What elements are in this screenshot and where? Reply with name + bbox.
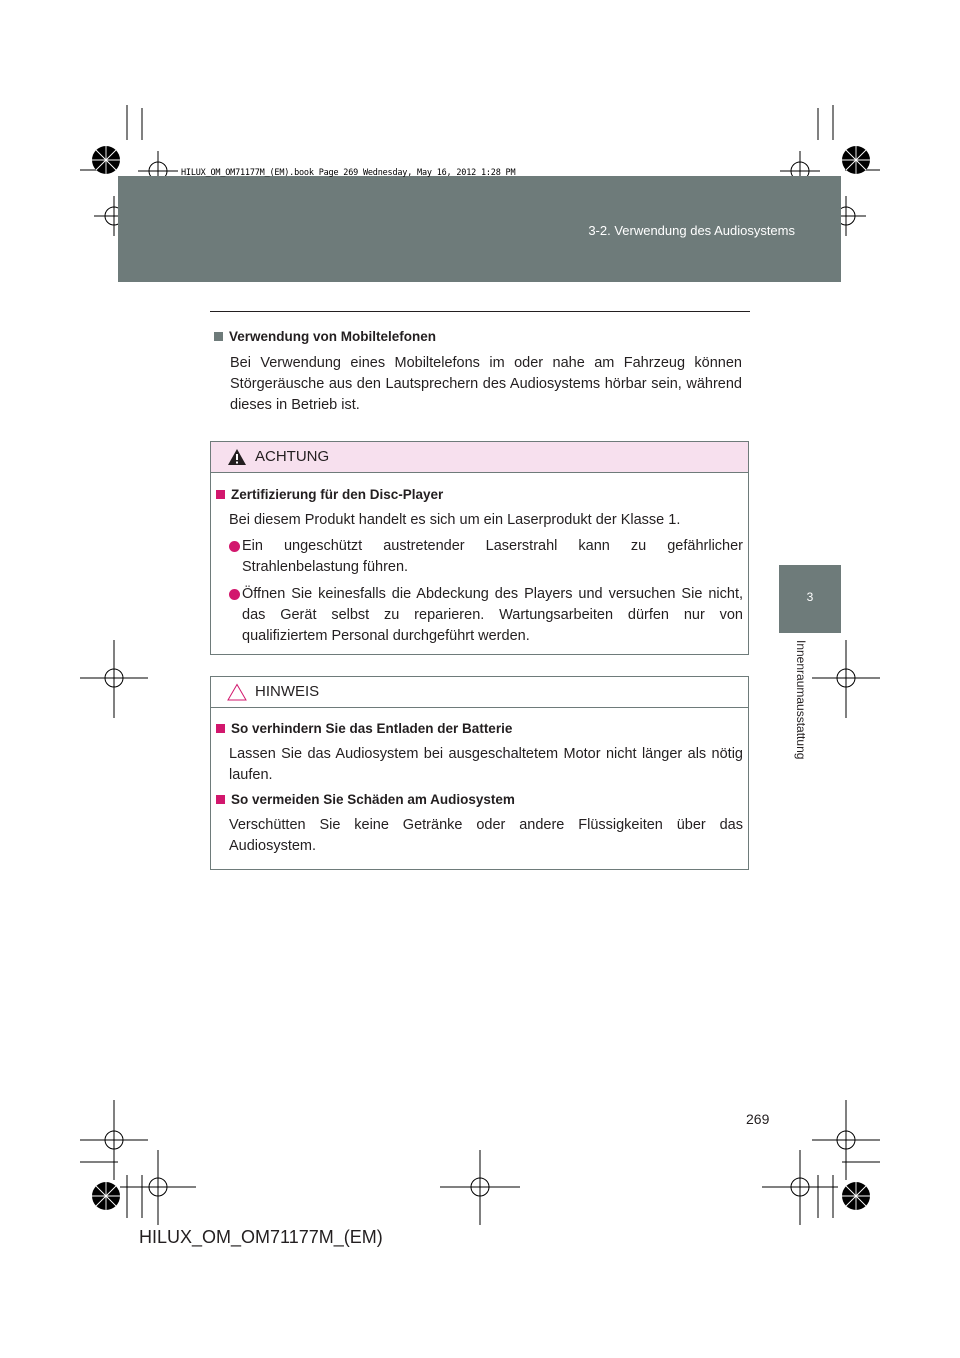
chapter-number: 3 bbox=[806, 590, 814, 604]
warning-triangle-icon bbox=[227, 448, 247, 466]
notice-heading bbox=[216, 721, 512, 736]
book-info-line: HILUX_OM_OM71177M_(EM).book Page 269 Wednesday, May 16, 2012 1:28 PM bbox=[181, 168, 516, 178]
intro-heading-text: Verwendung von Mobiltelefonen bbox=[229, 329, 437, 344]
notice-text: Lassen Sie das Audiosystem bei ausgeschaltetem Motor nicht länger als nötig laufen. bbox=[229, 746, 743, 783]
chapter-tab bbox=[779, 565, 841, 633]
notice-text: Verschütten Sie keine Getränke oder andere Flüssigkeiten über das Audiosystem. bbox=[229, 817, 743, 854]
circle-bullet-icon bbox=[229, 589, 240, 600]
warning-heading bbox=[216, 487, 443, 502]
square-bullet-icon bbox=[216, 490, 225, 499]
warning-header bbox=[211, 442, 748, 473]
warning-bullet-text: Öffnen Sie keinesfalls die Abdeckung des Players und versuchen Sie nicht, das Gerät selbst zu reparieren. Wartungsarbeiten dürfen nur von qualifiziertem Personal durchgeführt werden. bbox=[242, 586, 743, 644]
warning-text: Bei diesem Produkt handelt es sich um ein Laserprodukt der Klasse 1. bbox=[229, 512, 681, 528]
chapter-label bbox=[792, 640, 812, 830]
warning-heading-text: Zertifizierung für den Disc-Player bbox=[231, 487, 444, 502]
document-code: HILUX_OM_OM71177M_(EM) bbox=[139, 1227, 383, 1247]
warning-bullet-text: Ein ungeschützt austretender Laserstrahl kann zu gefährlicher Strahlenbelastung führen. bbox=[242, 538, 743, 575]
notice-heading bbox=[216, 792, 515, 807]
notice-box bbox=[210, 676, 749, 870]
section-divider bbox=[210, 311, 750, 312]
circle-bullet-icon bbox=[229, 541, 240, 552]
intro-heading bbox=[214, 329, 436, 344]
chapter-label-text: Innenraumausstattung bbox=[794, 640, 808, 760]
page-number: 269 bbox=[746, 1111, 770, 1127]
notice-header bbox=[211, 677, 748, 708]
square-bullet-icon bbox=[214, 332, 223, 341]
caution-triangle-icon bbox=[227, 683, 247, 701]
warning-box bbox=[210, 441, 749, 655]
warning-title: ACHTUNG bbox=[255, 448, 330, 465]
notice-heading-text: So vermeiden Sie Schäden am Audiosystem bbox=[231, 792, 515, 807]
notice-title: HINWEIS bbox=[255, 683, 320, 700]
intro-text: Bei Verwendung eines Mobiltelefons im oder nahe am Fahrzeug können Störgeräusche aus den Lautsprechern des Audiosystems hörbar sein, während dieses in Betrieb ist. bbox=[230, 355, 742, 413]
section-title: 3-2. Verwendung des Audiosystems bbox=[588, 223, 795, 238]
header-band bbox=[118, 176, 841, 282]
square-bullet-icon bbox=[216, 795, 225, 804]
square-bullet-icon bbox=[216, 724, 225, 733]
notice-heading-text: So verhindern Sie das Entladen der Batterie bbox=[231, 721, 513, 736]
